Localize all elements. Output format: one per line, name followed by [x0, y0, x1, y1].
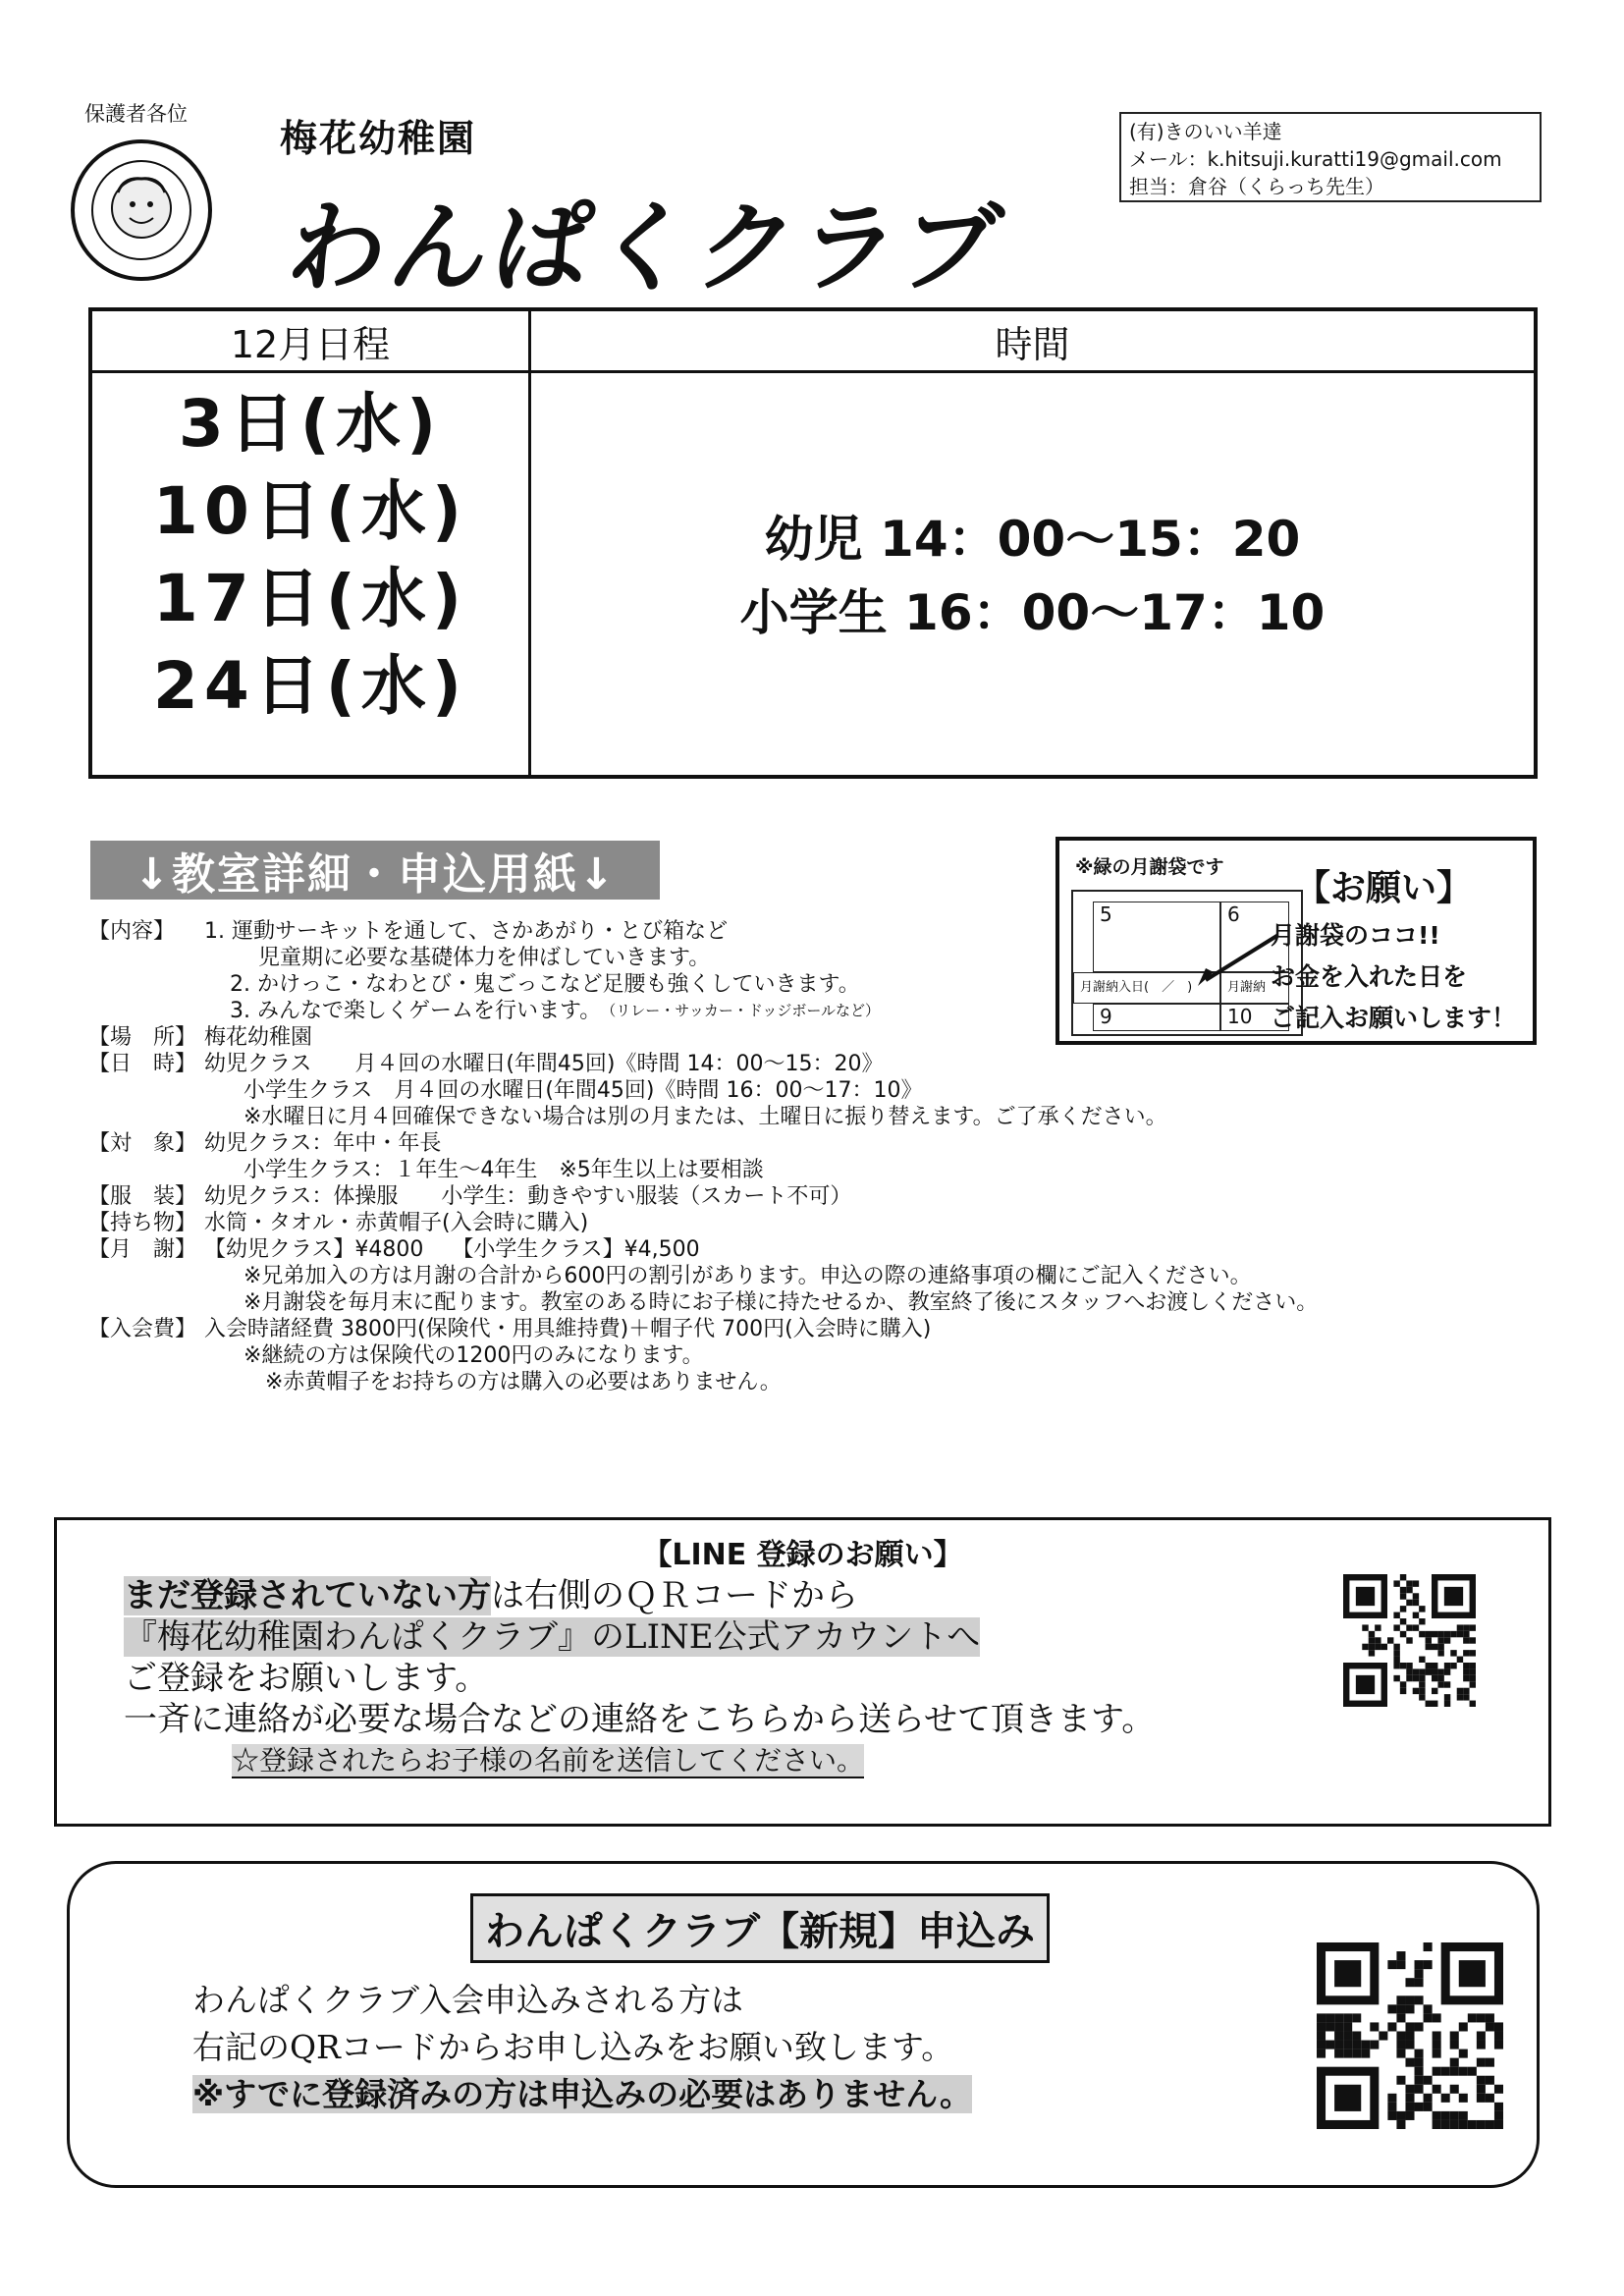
details-text: 幼児クラス：体操服 小学生：動きやすい服装（スカート不可） [204, 1184, 852, 1209]
club-title: わんぱくクラブ [280, 191, 1012, 305]
application-note: ※すでに登録済みの方は申込みの必要はありません。 [192, 2075, 973, 2113]
application-title: わんぱくクラブ【新規】申込み [470, 1893, 1050, 1963]
application-body [192, 1977, 972, 2118]
details-text: 1. 運動サーキットを通して、さかあがり・とび箱など [204, 919, 729, 944]
details-text: 水筒・タオル・赤黄帽子(入会時に購入) [204, 1211, 589, 1235]
schedule-time: 幼児 14：00～15：20 [764, 511, 1301, 568]
details-label: 【月 謝】 [88, 1237, 197, 1262]
application-qr-code[interactable] [1317, 1942, 1503, 2129]
details-label: 【内容】 [88, 919, 176, 944]
request-line: ご記入お願いします！ [1271, 1004, 1517, 1032]
application-line: 右記のQRコードからお申し込みをお願い致します。 [192, 2028, 954, 2066]
details-row [88, 1236, 1443, 1263]
details-text: 2. かけっこ・なわとび・鬼ごっこなど足腰も強くしていきます。 [230, 972, 860, 997]
line-emphasis: まだ登録されていない方 [124, 1576, 491, 1615]
schedule-date: 24日(水) [152, 648, 468, 724]
details-label: 【場 所】 [88, 1025, 197, 1050]
details-label [88, 1263, 204, 1289]
bag-cell: 5 [1093, 902, 1220, 972]
line-text: は右側のＱＲコードから [491, 1576, 858, 1615]
schedule-header-dates: 12月日程 [92, 311, 531, 373]
details-row [88, 1263, 1443, 1289]
details-text: 小学生クラス：１年生～4年生 ※5年生以上は要相談 [244, 1158, 764, 1182]
line-text: 一斉に連絡が必要な場合などの連絡をこちらから送らせて頂きます。 [124, 1700, 1156, 1739]
details-label: 【服 装】 [88, 1184, 197, 1209]
bag-cell: 6 [1220, 902, 1289, 972]
schedule-table [88, 307, 1538, 779]
details-text: 児童期に必要な基礎体力を伸ばしていきます。 [230, 946, 711, 970]
details-label: 【日 時】 [88, 1052, 197, 1076]
request-note: ※緑の月謝袋です [1075, 856, 1224, 878]
details-text: 3. みんなで楽しくゲームを行います。 [230, 999, 602, 1023]
details-text: 幼児クラス 月４回の水曜日(年間45回)《時間 14：00～15：20》 [204, 1052, 884, 1076]
line-qr-code[interactable] [1343, 1574, 1476, 1707]
details-label [88, 1077, 204, 1104]
details-label: 【持ち物】 [88, 1211, 197, 1235]
schedule-date: 10日(水) [152, 473, 468, 549]
details-label [88, 945, 204, 971]
company-logo [69, 137, 214, 283]
details-row [88, 1130, 1443, 1157]
schedule-time: 小学生 16：00～17：10 [739, 584, 1326, 641]
request-line: 月謝袋のココ!! [1271, 921, 1440, 950]
details-row [88, 1369, 1443, 1395]
line-text: ご登録をお願いします。 [124, 1659, 489, 1698]
details-row [88, 1051, 1443, 1077]
details-row [88, 1104, 1443, 1130]
details-text: ※継続の方は保険代の1200円のみになります。 [244, 1343, 704, 1368]
details-row [88, 1210, 1443, 1236]
details-label [88, 1342, 204, 1369]
line-note: ☆登録されたらお子様の名前を送信してください。 [232, 1744, 865, 1777]
bag-cell: 10 [1220, 1004, 1289, 1031]
details-label [88, 971, 204, 998]
request-title: 【お願い】 [1295, 868, 1473, 908]
details-small: （リレー・サッカー・ドッジボールなど） [601, 1002, 881, 1019]
details-text: 入会時諸経費 3800円(保険代・用具維持費)＋帽子代 700円(入会時に購入) [204, 1317, 932, 1341]
school-name: 梅花幼稚園 [280, 117, 477, 160]
details-label [88, 1157, 204, 1183]
details-row [88, 1077, 1443, 1104]
schedule-dates [92, 380, 528, 730]
details-label [88, 998, 204, 1024]
bag-date-field-right: 月謝納 [1220, 972, 1289, 1004]
contact-company: (有)きのいい羊達 [1129, 120, 1282, 143]
request-text [1271, 915, 1516, 1039]
details-row [88, 1342, 1443, 1369]
details-text: 幼児クラス：年中・年長 [204, 1131, 442, 1156]
contact-person: 担当：倉谷（くらっち先生） [1129, 175, 1384, 198]
details-row [88, 1289, 1443, 1316]
greeting: 保護者各位 [84, 102, 188, 126]
bag-cell: 9 [1093, 1004, 1220, 1031]
details-text: ※兄弟加入の方は月謝の合計から600円の割引があります。申込の際の連絡事項の欄にご記入ください。 [244, 1264, 1252, 1288]
request-box [1056, 837, 1537, 1045]
details-row [88, 1183, 1443, 1210]
line-text: 『梅花幼稚園わんぱくクラブ』のLINE公式アカウントへ [124, 1617, 981, 1657]
details-row [88, 1157, 1443, 1183]
contact-email[interactable]: メール：k.hitsuji.kuratti19@gmail.com [1129, 147, 1502, 171]
schedule-date: 3日(水) [178, 386, 443, 462]
schedule-times [531, 503, 1534, 650]
details-text: ※水曜日に月４回確保できない場合は別の月または、土曜日に振り替えます。ご了承ください。 [244, 1105, 1167, 1129]
details-text: ※月謝袋を毎月末に配ります。教室のある時にお子様に持たせるか、教室終了後にスタッフへお渡しください。 [244, 1290, 1319, 1315]
details-text: 【幼児クラス】¥4800 【小学生クラス】¥4,500 [204, 1237, 700, 1262]
line-title: 【LINE 登録のお願い】 [642, 1538, 963, 1572]
details-label [88, 1369, 204, 1395]
details-title: ↓教室詳細・申込用紙↓ [90, 841, 660, 900]
request-line: お金を入れた日を [1271, 962, 1468, 991]
details-row [88, 1316, 1443, 1342]
line-registration-box [54, 1517, 1551, 1827]
application-line: わんぱくクラブ入会申込みされる方は [192, 1981, 743, 2019]
schedule-header-time: 時間 [531, 311, 1534, 373]
details-text: ※赤黄帽子をお持ちの方は購入の必要はありません。 [244, 1370, 782, 1394]
contact-box [1119, 112, 1542, 202]
details-label [88, 1289, 204, 1316]
details-label: 【対 象】 [88, 1131, 197, 1156]
schedule-date: 17日(水) [152, 561, 468, 636]
bag-date-field: 月謝納入日( ／ ) [1073, 972, 1220, 1004]
details-text: 梅花幼稚園 [204, 1025, 313, 1050]
application-box [67, 1861, 1540, 2188]
details-label [88, 1104, 204, 1130]
details-label: 【入会費】 [88, 1317, 197, 1341]
line-body [124, 1575, 1155, 1781]
details-text: 小学生クラス 月４回の水曜日(年間45回)《時間 16：00～17：10》 [244, 1078, 923, 1103]
